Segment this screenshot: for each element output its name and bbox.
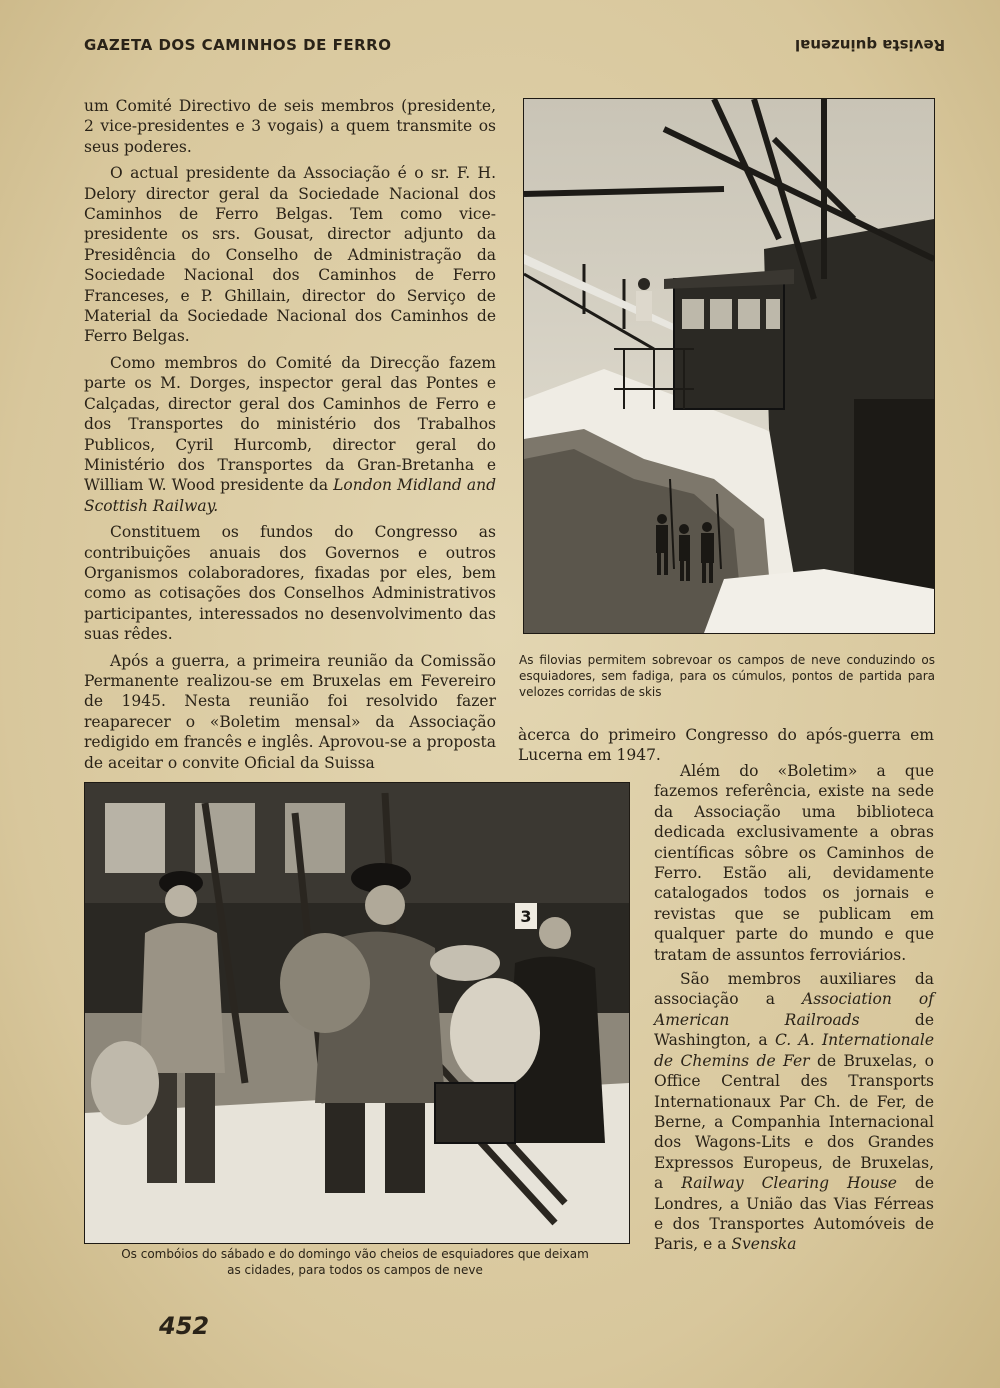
left-column-text xyxy=(84,96,496,779)
paragraph xyxy=(654,969,934,1255)
caption-top: As filovias permitem sobrevoar os campos de neve conduzindo os esquiadores, sem fadiga, para os cúmulos, pontos de partida para velozes corridas de skis xyxy=(519,653,935,699)
caption-bottom: Os combóios do sábado e do domingo vão cheios de esquiadores que deixam as cidades, para todos os campos de neve xyxy=(121,1247,589,1277)
right-column-continuation xyxy=(518,725,934,766)
right-column-text xyxy=(654,761,934,1259)
running-header-subtitle: Revista quinzenal xyxy=(795,36,946,54)
text-run: São membros auxiliares da associação a xyxy=(654,970,934,1009)
text-run: Como membros do Comité da Direcção fazem parte os M. Dorges, inspector geral das Pontes e Calçadas, director geral dos Caminhos de Ferro e dos Transportes do ministério dos Trabalhos Publicos, Cyril Hurcomb, director geral do Ministério dos Transportes da Gran-Bretanha e William W. Wood presidente da xyxy=(84,353,496,495)
text-run: de Bruxelas, o Office Central des Transports Internationaux Par Ch. de Fer, de Berne, a Companhia Internacional dos Wagons-Lits e dos Grandes Expressos Europeus, de Bruxelas, a xyxy=(654,1051,934,1193)
paragraph: Constituem os fundos do Congresso as contribuições anuais dos Governos e outros Organismos colaboradores, fixadas por eles, bem como as cotisações dos Conselhos Administrativos participantes, interessados no desenvolvimento das suas rêdes. xyxy=(84,523,496,644)
paragraph xyxy=(84,353,496,516)
paragraph: um Comité Directivo de seis membros (presidente, 2 vice-presidentes e 3 vogais) a quem transmite os seus poderes. xyxy=(84,97,496,156)
running-header-title: GAZETA DOS CAMINHOS DE FERRO xyxy=(84,36,392,54)
skiers-train-photo xyxy=(84,782,630,1244)
wagon-number: 3 xyxy=(520,907,532,926)
text-run: de Washington, a xyxy=(654,1010,934,1050)
paragraph: O actual presidente da Associação é o sr. F. H. Delory director geral da Sociedade Nacional dos Caminhos de Ferro Belgas. Tem como vice-presidente os srs. Gousat, director adjunto da Presidência do Conselho de Administração da Sociedade Nacional dos Caminhos de Ferro Franceses, e P. Ghillain, director do Serviço de Material da Sociedade Nacional dos Caminhos de Ferro Belgas. xyxy=(84,164,496,346)
paragraph: Após a guerra, a primeira reunião da Comissão Permanente realizou-se em Bruxelas em Fevereiro de 1945. Nesta reunião foi resolvido fazer reaparecer o «Boletim mensal» da Associação redigido em francês e inglês. Aprovou-se a proposta de aceitar o convite Oficial da Suissa xyxy=(84,651,496,772)
italic-text-run: C. A. Internationale de Chemins de Fer xyxy=(654,1031,934,1070)
cable-car-photo xyxy=(523,98,935,634)
italic-text-run: Svenska xyxy=(731,1235,797,1254)
italic-text-run: Railway Clearing House xyxy=(681,1174,897,1193)
text-run: de Londres, a União das Vias Férreas e dos Transportes Automóveis de Paris, e a xyxy=(654,1174,934,1254)
page-number: 452 xyxy=(159,1312,210,1340)
paragraph: àcerca do primeiro Congresso do após-guerra em Lucerna em 1947. xyxy=(518,726,934,765)
italic-text-run: London Midland and Scottish Railway. xyxy=(84,476,496,515)
paragraph: Além do «Boletim» a que fazemos referência, existe na sede da Associação uma biblioteca dedicada exclusivamente a obras científicas sôbre os Caminhos de Ferro. Estão ali, devidamente catalogados todos os jornais e revistas que se publicam em qualquer parte do mundo e que tratam de assuntos ferroviários. xyxy=(654,762,934,964)
italic-text-run: Association of American Railroads xyxy=(654,990,934,1029)
